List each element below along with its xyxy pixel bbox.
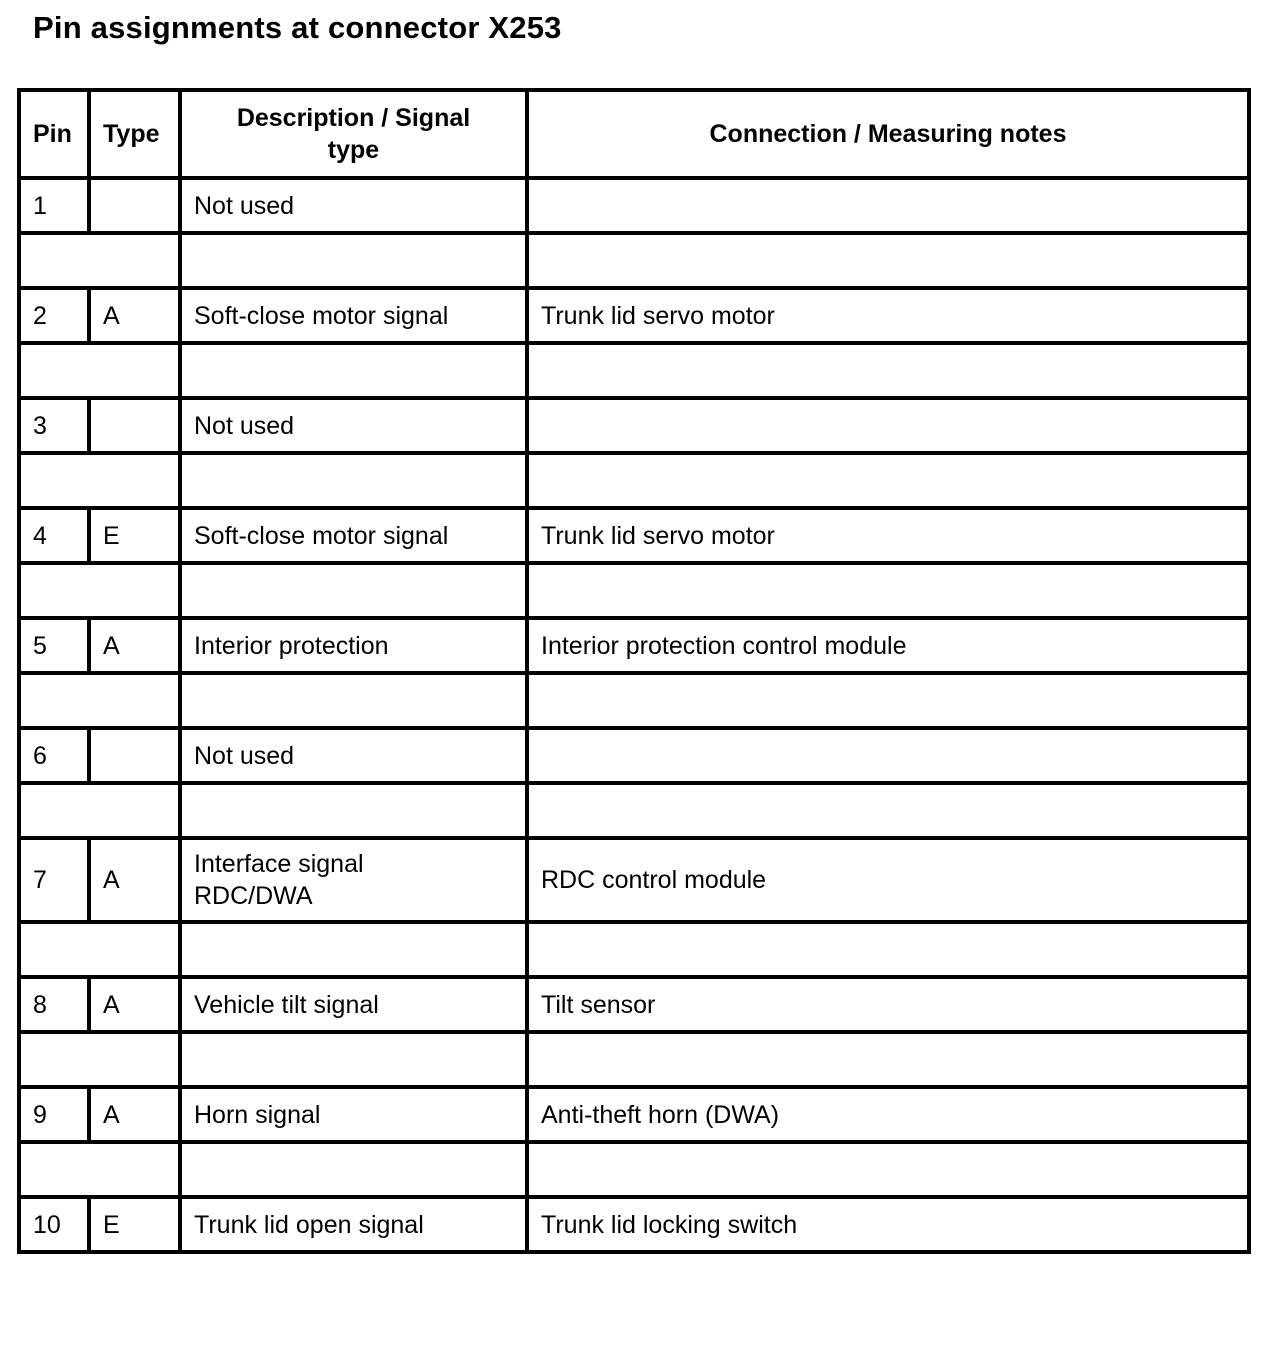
connection-cell: Tilt sensor <box>527 977 1249 1032</box>
connection-cell <box>527 728 1249 783</box>
pin-cell: 5 <box>19 618 89 673</box>
description-cell: Horn signal <box>180 1087 527 1142</box>
pin-cell: 3 <box>19 398 89 453</box>
spacer-row <box>19 673 1249 728</box>
connection-cell <box>527 178 1249 233</box>
type-cell: A <box>89 838 180 922</box>
connection-cell: Trunk lid servo motor <box>527 508 1249 563</box>
spacer-row <box>19 783 1249 838</box>
pin-cell: 2 <box>19 288 89 343</box>
pin-cell: 7 <box>19 838 89 922</box>
spacer-row <box>19 563 1249 618</box>
description-cell: Not used <box>180 178 527 233</box>
table-row <box>19 977 1249 1032</box>
connection-cell: RDC control module <box>527 838 1249 922</box>
description-cell: Not used <box>180 728 527 783</box>
table-row <box>19 1087 1249 1142</box>
type-cell: A <box>89 288 180 343</box>
pin-cell: 6 <box>19 728 89 783</box>
pin-cell: 10 <box>19 1197 89 1252</box>
type-cell: A <box>89 977 180 1032</box>
table-row <box>19 178 1249 233</box>
description-cell: Soft-close motor signal <box>180 508 527 563</box>
type-cell: E <box>89 508 180 563</box>
table-header-row <box>19 90 1249 178</box>
connection-cell <box>527 398 1249 453</box>
header-description: Description / Signal type <box>180 90 527 178</box>
description-cell: Vehicle tilt signal <box>180 977 527 1032</box>
table-row <box>19 618 1249 673</box>
connection-cell: Trunk lid locking switch <box>527 1197 1249 1252</box>
table-row <box>19 508 1249 563</box>
spacer-row <box>19 233 1249 288</box>
header-connection: Connection / Measuring notes <box>527 90 1249 178</box>
header-type: Type <box>89 90 180 178</box>
type-cell: A <box>89 618 180 673</box>
type-cell <box>89 728 180 783</box>
spacer-row <box>19 922 1249 977</box>
table-row <box>19 398 1249 453</box>
table-row <box>19 838 1249 922</box>
type-cell <box>89 178 180 233</box>
type-cell: E <box>89 1197 180 1252</box>
pin-cell: 8 <box>19 977 89 1032</box>
description-cell: Interface signal RDC/DWA <box>180 838 527 922</box>
table-row <box>19 288 1249 343</box>
pin-cell: 1 <box>19 178 89 233</box>
pin-assignment-table <box>17 88 1251 1254</box>
description-cell: Soft-close motor signal <box>180 288 527 343</box>
spacer-row <box>19 453 1249 508</box>
description-cell: Interior protection <box>180 618 527 673</box>
page-title: Pin assignments at connector X253 <box>33 10 562 45</box>
description-cell: Trunk lid open signal <box>180 1197 527 1252</box>
table-row <box>19 1197 1249 1252</box>
description-cell: Not used <box>180 398 527 453</box>
connection-cell: Anti-theft horn (DWA) <box>527 1087 1249 1142</box>
type-cell: A <box>89 1087 180 1142</box>
spacer-row <box>19 1142 1249 1197</box>
table-row <box>19 728 1249 783</box>
header-pin: Pin <box>19 90 89 178</box>
spacer-row <box>19 1032 1249 1087</box>
pin-cell: 9 <box>19 1087 89 1142</box>
connection-cell: Interior protection control module <box>527 618 1249 673</box>
pin-cell: 4 <box>19 508 89 563</box>
spacer-row <box>19 343 1249 398</box>
type-cell <box>89 398 180 453</box>
connection-cell: Trunk lid servo motor <box>527 288 1249 343</box>
